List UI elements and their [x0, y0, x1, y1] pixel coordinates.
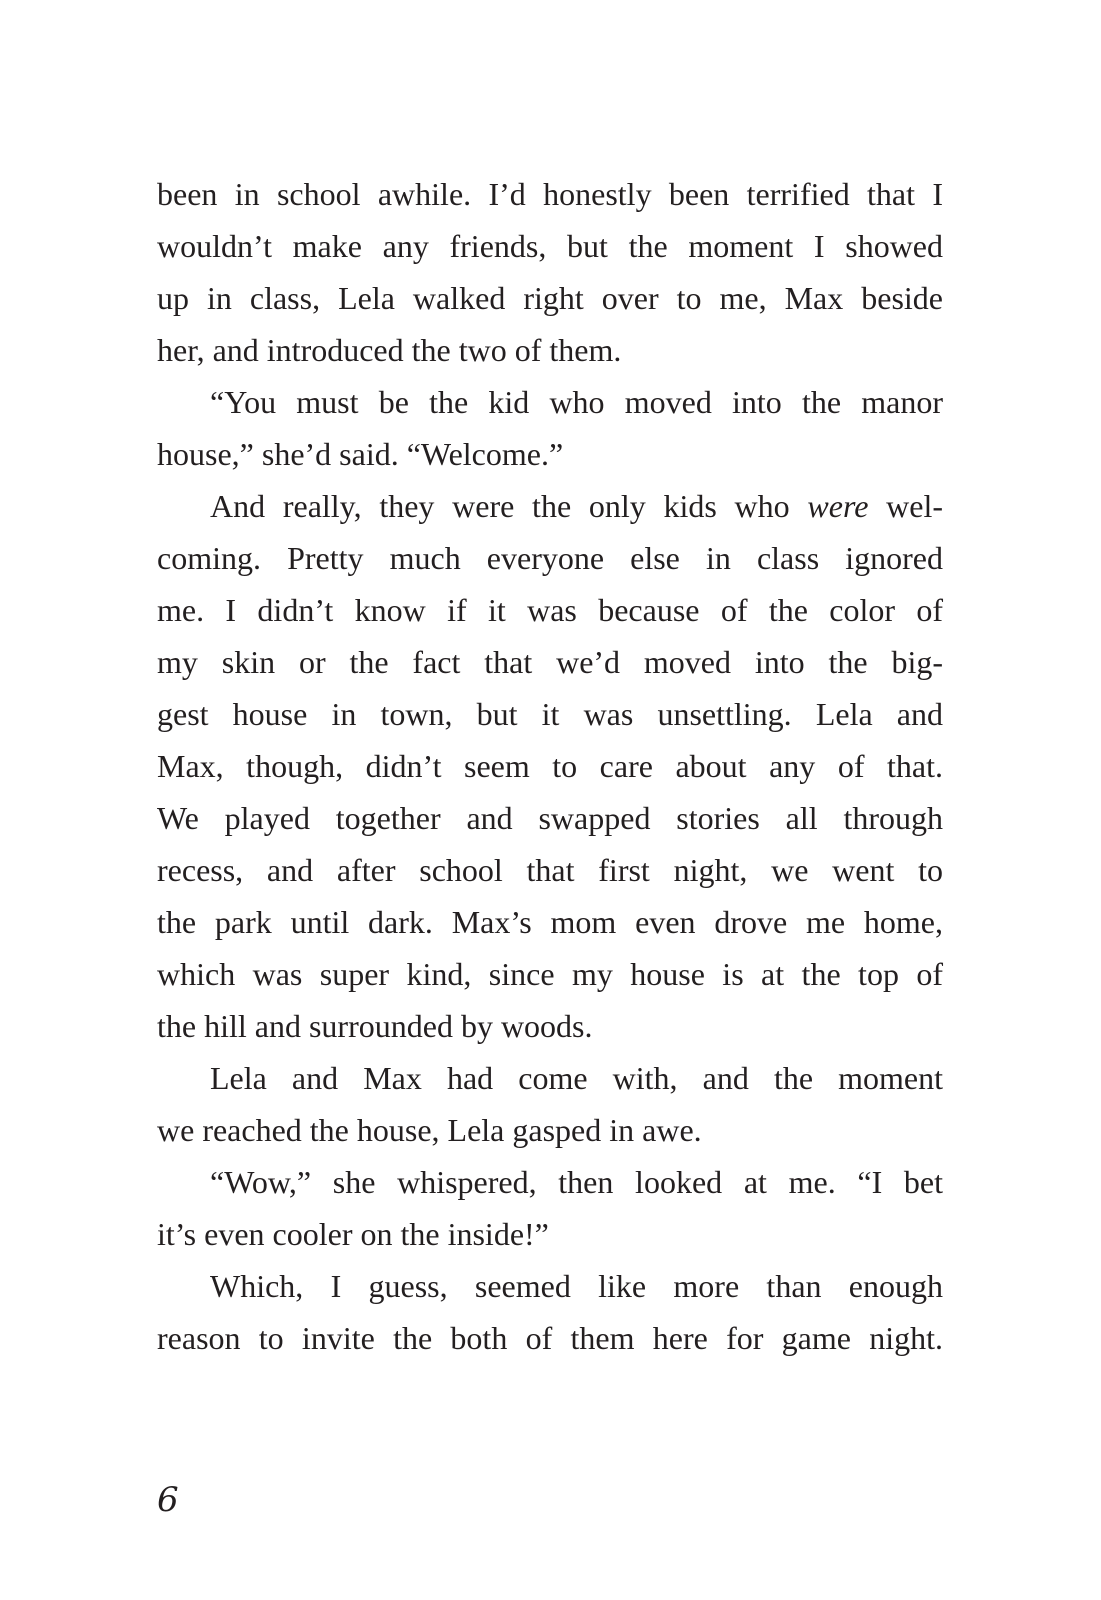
- text-segment: wel-: [868, 488, 944, 524]
- text-line: it’s even cooler on the inside!”: [157, 1216, 549, 1252]
- text-line: up in class, Lela walked right over to me, Max beside: [157, 280, 943, 316]
- text-line: we reached the house, Lela gasped in awe.: [157, 1112, 702, 1148]
- text-line: Max, though, didn’t seem to care about any of that.: [157, 748, 943, 784]
- text-line: Which, I guess, seemed like more than enough: [210, 1268, 943, 1304]
- text-segment: And really, they were the only kids who: [210, 488, 808, 524]
- body-text: [157, 168, 943, 1364]
- page-number: 6: [157, 1480, 179, 1520]
- text-line: “You must be the kid who moved into the manor: [210, 384, 943, 420]
- text-line: recess, and after school that first night, we went to: [157, 852, 943, 888]
- text-line: house,” she’d said. “Welcome.”: [157, 436, 564, 472]
- text-line: reason to invite the both of them here for game night.: [157, 1320, 943, 1356]
- text-line: the park until dark. Max’s mom even drove me home,: [157, 904, 943, 940]
- emphasized-word: were: [807, 488, 869, 524]
- text-line: Lela and Max had come with, and the moment: [210, 1060, 943, 1096]
- text-line: which was super kind, since my house is at the top of: [157, 956, 943, 992]
- text-line: my skin or the fact that we’d moved into the big-: [157, 644, 943, 680]
- text-line: the hill and surrounded by woods.: [157, 1008, 593, 1044]
- text-line: coming. Pretty much everyone else in class ignored: [157, 540, 943, 576]
- text-line: her, and introduced the two of them.: [157, 332, 622, 368]
- text-line: We played together and swapped stories all through: [157, 800, 943, 836]
- text-line: “Wow,” she whispered, then looked at me. “I bet: [210, 1164, 943, 1200]
- text-line: [157, 480, 943, 532]
- text-line: gest house in town, but it was unsettling. Lela and: [157, 696, 943, 732]
- text-line: me. I didn’t know if it was because of the color of: [157, 592, 943, 628]
- text-line: been in school awhile. I’d honestly been terrified that I: [157, 176, 943, 212]
- text-line: wouldn’t make any friends, but the moment I showed: [157, 228, 943, 264]
